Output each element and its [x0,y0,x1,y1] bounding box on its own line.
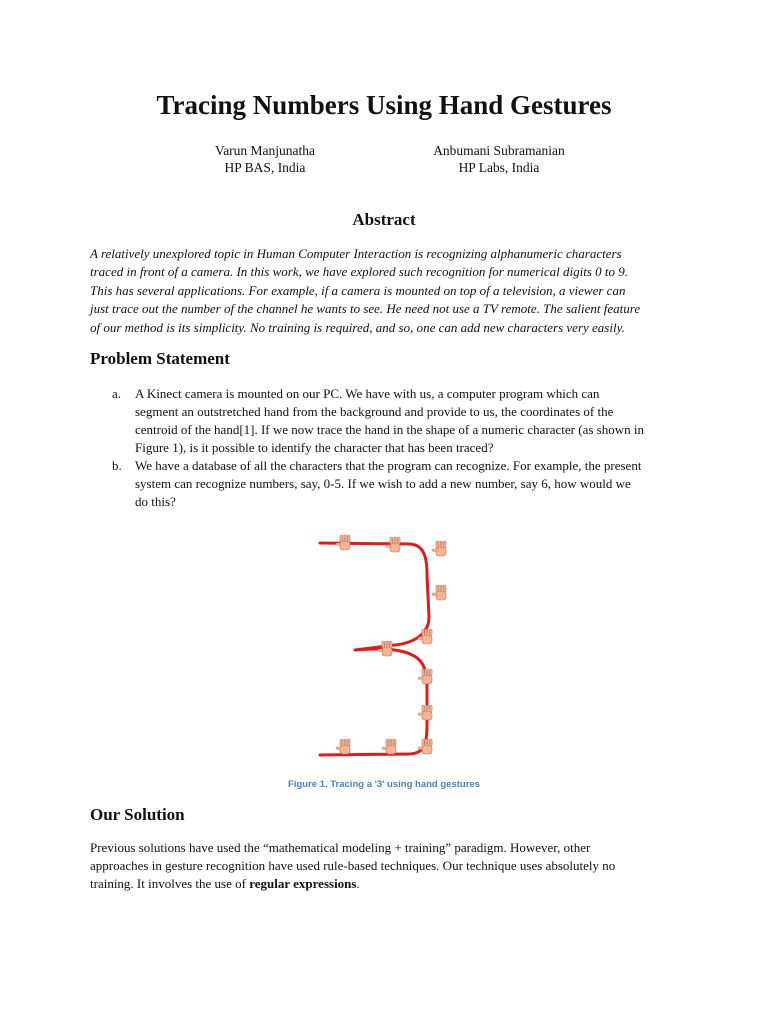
hand-icon [432,541,446,556]
paragraph-line [90,875,690,893]
list-marker: b. [112,458,122,473]
hand-icon-group [336,535,446,754]
hand-icon [418,669,432,684]
red-trace-path [320,543,429,755]
list-item-line: centroid of the hand[1]. If we now trace the hand in the shape of a numeric character (as shown in [135,422,644,437]
paper-title: Tracing Numbers Using Hand Gestures [156,90,612,120]
list-marker: a. [112,386,122,401]
hand-icon [336,739,350,754]
regular-expressions-term: regular expressions [249,876,357,892]
figure-trace-3 [315,525,465,770]
list-item-line: A Kinect camera is mounted on our PC. We have with us, a computer program which can [135,386,600,401]
list-item-line: do this? [135,494,176,509]
abstract-line: of our method is its simplicity. No training is required, and so, one can add new characters very easily. [90,319,625,335]
abstract-line: just trace out the number of the channel he wants to see. He need not use a TV remote. The salient feature [90,301,641,317]
abstract-heading: Abstract [352,210,416,229]
author-block-2 [349,142,649,176]
problem-list [90,385,690,511]
author-name: Anbumani Subramanian [433,143,565,158]
paragraph-line: Previous solutions have used the “mathematical modeling + training” paradigm. However, other [90,840,591,855]
abstract-line: traced in front of a camera. In this work, we have explored such recognition for numerical digits 0 to 9. [90,264,628,280]
abstract-body [90,245,680,337]
list-item-line: system can recognize numbers, say, 0-5. If we wish to add a new number, say 6, how would we [135,476,631,491]
list-item-line: segment an outstretched hand from the background and provide to us, the coordinates of the [135,404,614,419]
paragraph-text: training. It involves the use of [90,876,250,892]
figure-caption: Figure 1. Tracing a '3' using hand gestures [288,779,480,790]
our-solution-heading: Our Solution [90,805,185,824]
list-item [90,457,690,511]
solution-paragraph [90,839,690,894]
author-name: Varun Manjunatha [214,143,316,158]
paragraph-line: approaches in gesture recognition have used rule-based techniques. Our technique uses absolutely no [90,858,616,874]
list-item-line: Figure 1), is it possible to identify the character that has been traced? [135,440,494,455]
author-affiliation: HP Labs, India [458,160,540,175]
author-affiliation: HP BAS, India [224,160,306,175]
list-item [90,385,690,457]
hand-icon [382,739,396,754]
problem-statement-heading: Problem Statement [90,349,230,368]
paragraph-text: . [356,876,360,892]
list-item-line: We have a database of all the characters that the program can recognize. For example, the present [135,458,642,473]
hand-icon [418,705,432,720]
abstract-line: This has several applications. For example, if a camera is mounted on top of a television, a viewer can [90,282,626,298]
abstract-line: A relatively unexplored topic in Human Computer Interaction is recognizing alphanumeric characters [90,246,622,261]
hand-icon [432,585,446,600]
